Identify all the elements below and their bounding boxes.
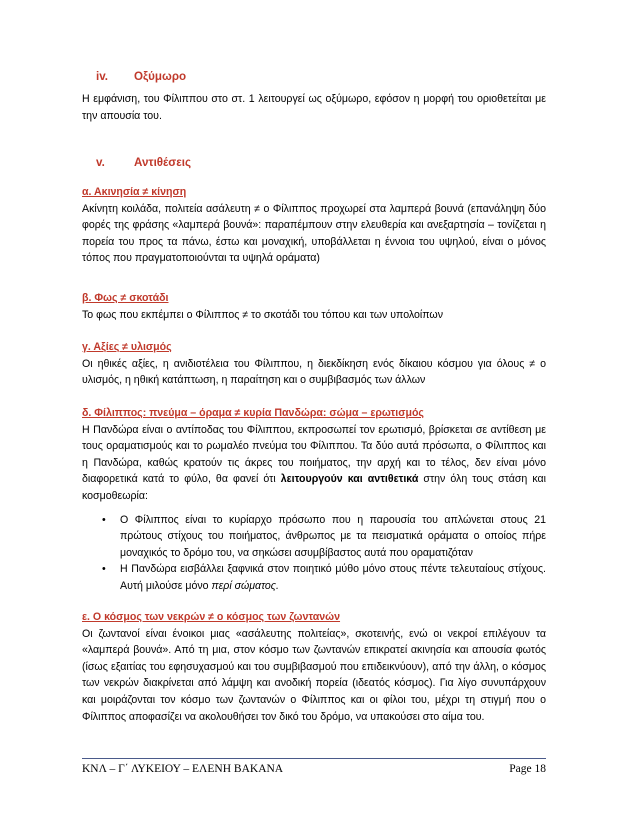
section-title: Οξύμωρο [134,70,187,83]
subsection-e-paragraph: Οι ζωντανοί είναι ένοικοι μιας «ασάλευτης πολιτείας», σκοτεινής, ενώ οι νεκροί επιλέγουν τα «λαμπερά βουνά». Από τη μια, στον κόσμο των ζωντανών επικρατεί ακινησία και απουσία φωτός (ίσως εξαιτίας του εφησυχασμού και του συμβιβασμού που επιδεικνύουν), από την άλλη, ο κόσμος των νεκρών διακρίνεται από λάμψη και ανοδική πορεία (ιδεατός κόσμος). Για λίγο συνυπάρχουν και μοιράζονται τον κόσμο των ζωντανών ο Φίλιππος και οι φίλοι του, μέχρι τη στιγμή που ο Φίλιππος αποφασίζει να ακολουθήσει τον δικό του δρόμο, να υπακούσει στο αίμα του. [82,627,546,723]
page-number: Page 18 [509,763,546,775]
subsection-b-heading: β. Φως ≠ σκοτάδι [82,292,169,304]
subsection-a-paragraph: Ακίνητη κοιλάδα, πολιτεία ασάλευτη ≠ ο Φίλιππος προχωρεί στα λαμπερά βουνά (επανάληψη δύο φορές της φράσης «λαμπερά βουνά»: παραπέμπουν στην ελευθερία και ανεξαρτησία – τονίζεται η πορεία του προς τα πάνω, έστω και μοναχική, υποβάλλεται η έννοια του υψηλού, είναι ο μόνος τόπος που πραγματοποιούνται τα υψηλά οράματα) [82,202,546,265]
bullet-italic-text: περί σώματος. [211,579,279,592]
bullet-text: Η Πανδώρα εισβάλλει ξαφνικά στον ποιητικό μύθο μόνο στους πέντε τελευταίους στίχους. Αυτή μιλούσε μόνο [120,563,546,592]
bullet-text: Ο Φίλιππος είναι το κυρίαρχο πρόσωπο που η παρουσία του απλώνεται στους 21 πρώτους στίχους του ποιήματος, άνθρωπος με τα πεισματικά οράματα ο οποίος πήρε μοναχικός το δρόμο του, να σηκώσει ασυμβίβαστος αυτά που οραματιζόταν [120,513,546,559]
subsection-c-heading: γ. Αξίες ≠ υλισμός [82,341,172,353]
subsection-a-heading: α. Ακινησία ≠ κίνηση [82,186,187,198]
section-heading-antitheseis [96,156,191,169]
subsection-b [82,290,546,323]
subsection-d-bold-text: λειτουργούν και αντιθετικά [280,473,419,486]
subsection-d-paragraph [82,422,546,505]
subsection-e-heading: ε. Ο κόσμος των νεκρών ≠ ο κόσμος των ζωντανών [82,611,341,623]
footer-author: ΚΝΛ – Γ΄ ΛΥΚΕΙΟΥ – ΕΛΕΝΗ ΒΑΚΑΝΑ [82,763,284,775]
bullet-icon: • [102,563,106,576]
subsection-b-paragraph: Το φως που εκπέμπει ο Φίλιππος ≠ το σκοτάδι του τόπου και των υπολοίπων [82,308,443,321]
subsection-d [82,405,546,595]
list-item [82,561,546,594]
section-number: iv. [96,70,109,83]
bullet-icon: • [102,513,106,526]
page-footer [82,758,546,775]
subsection-e [82,609,546,725]
subsection-a [82,184,546,267]
list-item [82,512,546,562]
subsection-c [82,339,546,389]
oxymoro-paragraph-block [82,91,546,124]
section-number: v. [96,156,105,169]
subsection-d-text: Η Πανδώρα είναι ο αντίποδας του Φίλιππου, εκπροσωπεί τον ερωτισμό, βρίσκεται σε αντίθεση με τους οραματισμούς και το ρωμαλέο πνεύμα του Φίλιππου. Τα δύο αυτά πρόσωπα, ο Φίλιππος και η Πανδώρα, καθώς κρατούν τις άκρες του ποιήματος, την αρχή και το τέλος, δεν είναι μόνο διαφορετικά κατά το φύλο, θα φανεί ότι [82,423,546,486]
section-title: Αντιθέσεις [134,156,191,169]
subsection-d-bullet-list [82,512,546,595]
subsection-d-text-end: στην όλη τους στάση και κοσμοθεωρία: [82,473,547,502]
section-heading-oxymoro [96,70,186,83]
subsection-d-heading: δ. Φίλιππος: πνεύμα – όραμα ≠ κυρία Πανδώρα: σώμα – ερωτισμός [82,407,424,419]
oxymoro-paragraph: Η εμφάνιση, του Φίλιππου στο στ. 1 λειτουργεί ως οξύμωρο, εφόσον η μορφή του οριοθετείται με την απουσία του. [82,93,546,122]
subsection-c-paragraph: Οι ηθικές αξίες, η ανιδιοτέλεια του Φίλιππου, η διεκδίκηση ενός δίκαιου κόσμου για όλους ≠ ο υλισμός, η ηθική κατάπτωση, η παραίτηση και ο συμβιβασμός των άλλων [82,357,546,387]
